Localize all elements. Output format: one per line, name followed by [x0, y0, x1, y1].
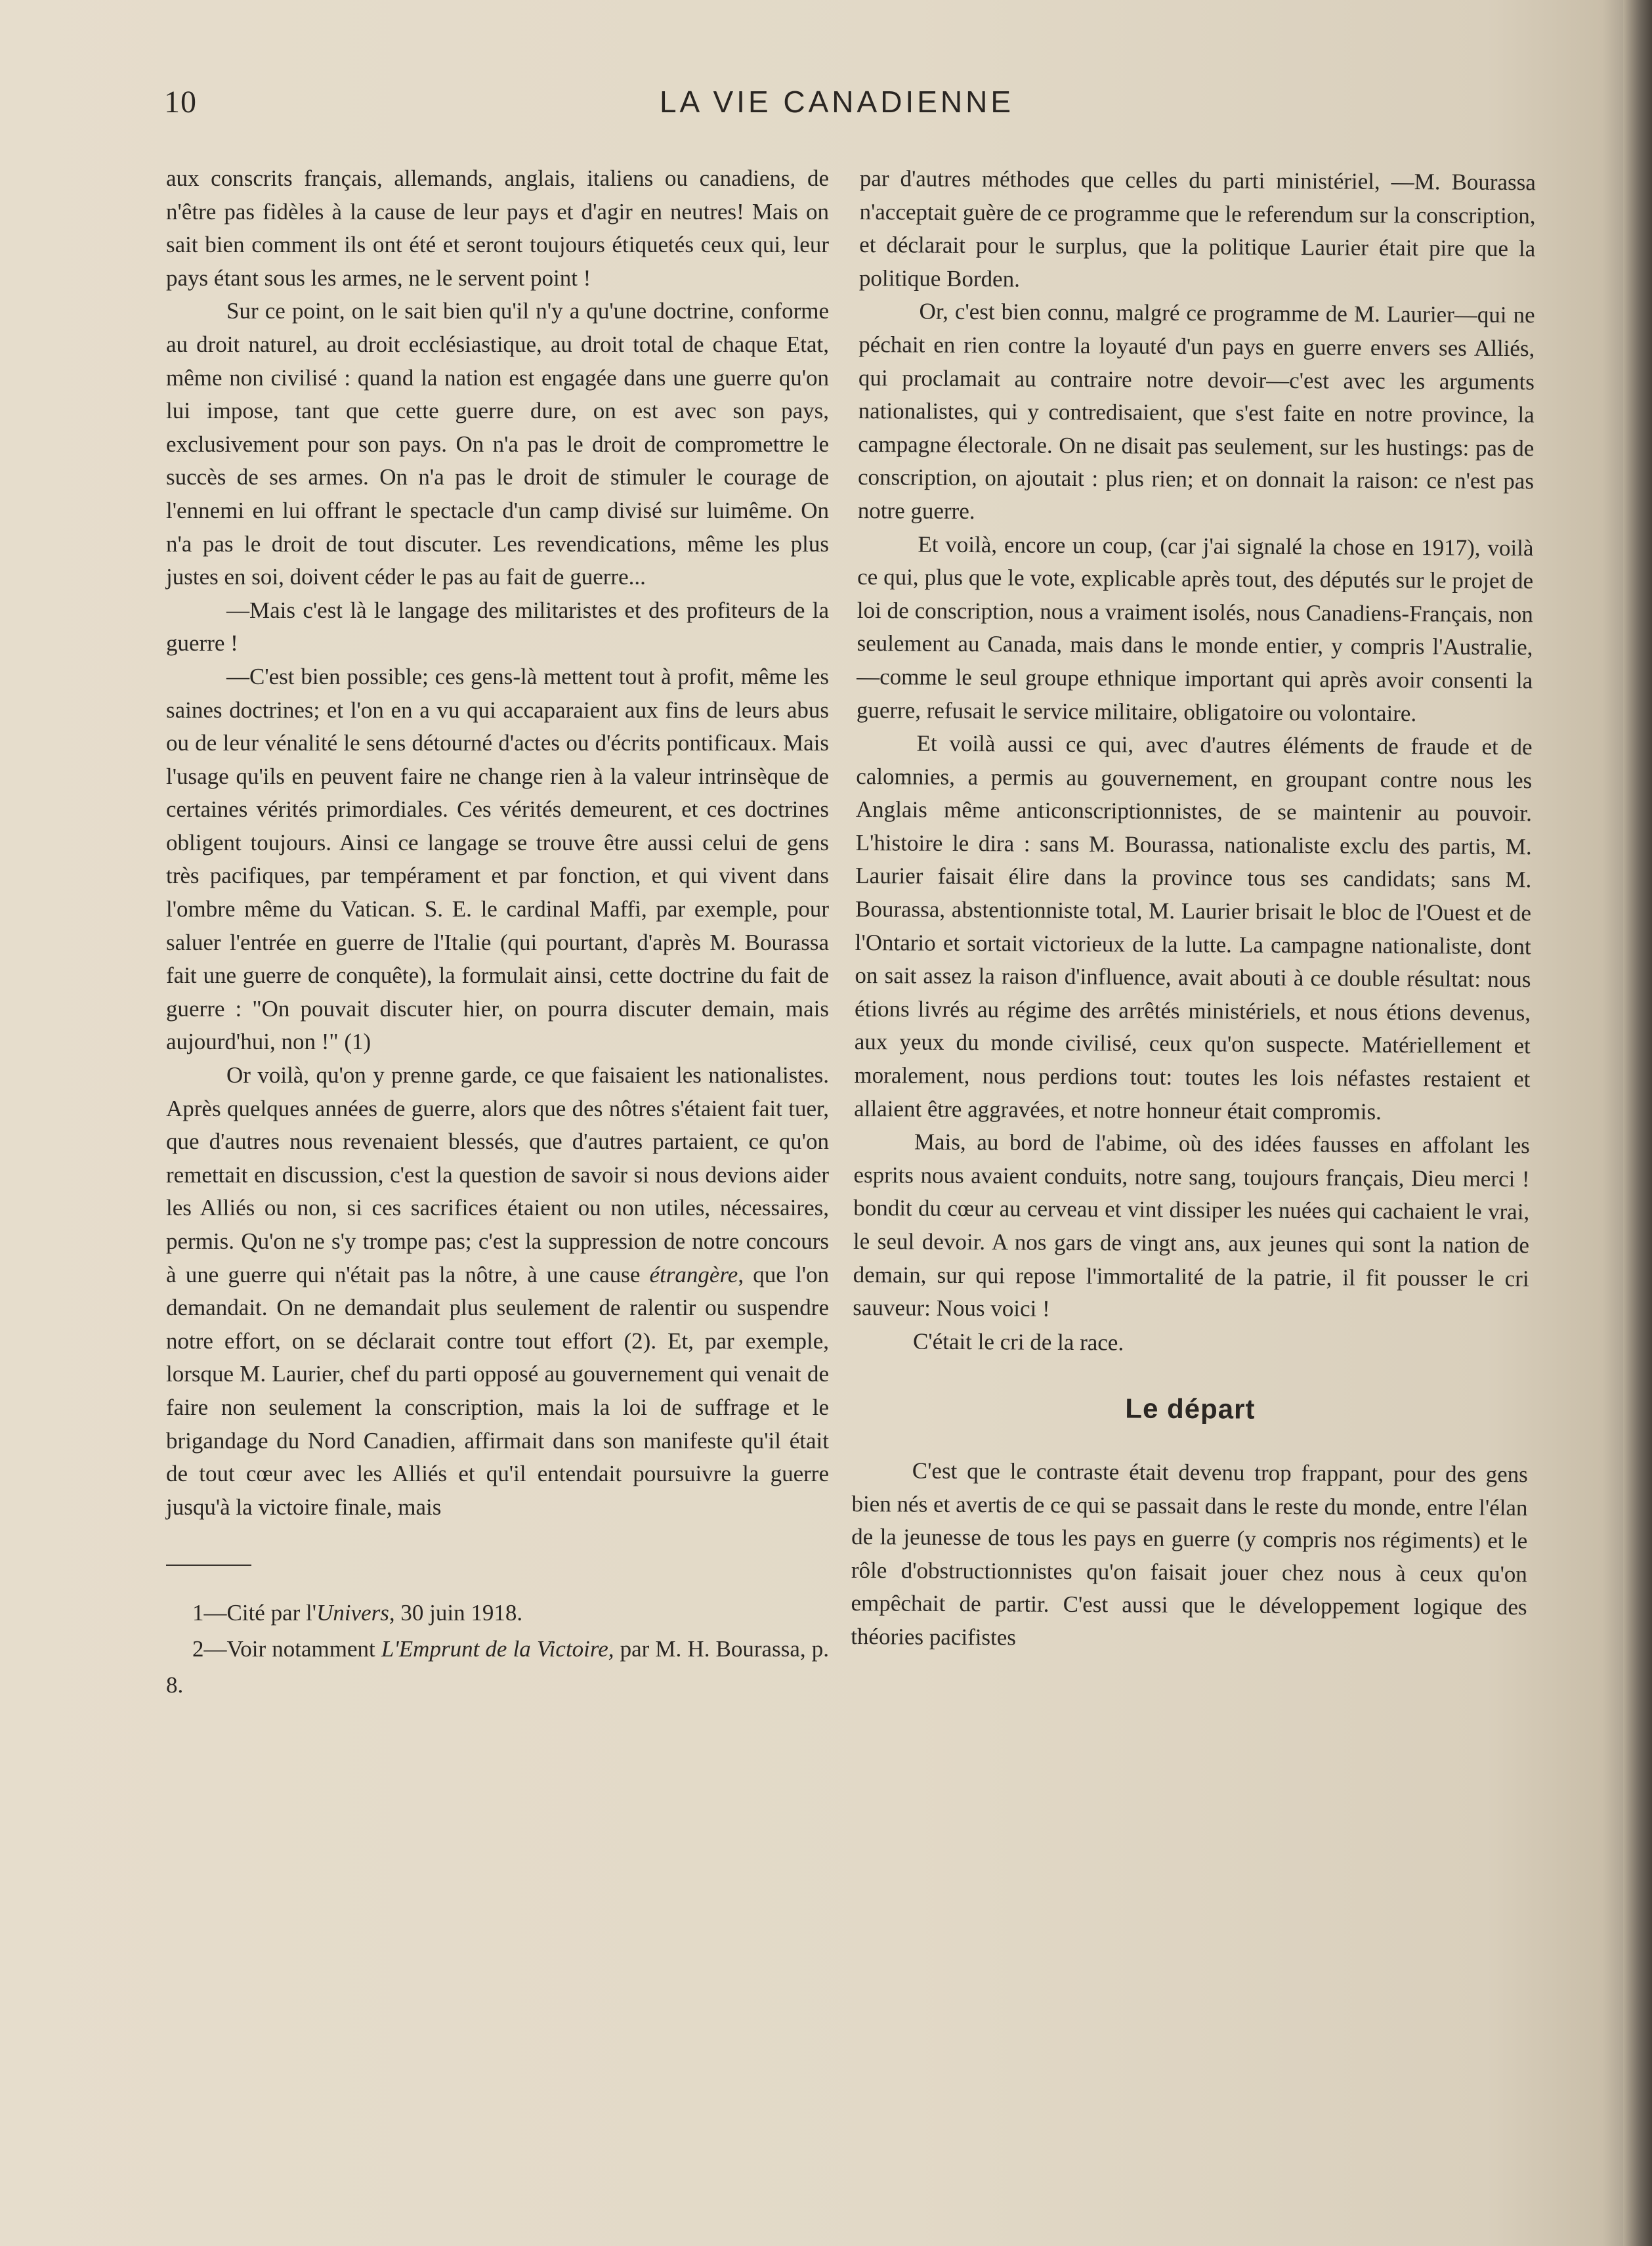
paragraph: par d'autres méthodes que celles du parti ministériel, —M. Bourassa n'acceptait guère de ce programme que le referendum sur la conscription, et déclarait pour le surplus, que la politique Laurier était pire que la politique Borden.	[858, 165, 1536, 292]
paragraph: C'est que le contraste était devenu trop frappant, pour des gens bien nés et avertis de ce qui se passait dans le reste du monde, entre l'élan de la jeunesse de tous les pays en guerre (y compris nos régiments) et le rôle d'obstructionnistes qu'on faisait jouer chez nous à ceux qu'on empêchait de partir. C'est aussi que le développement logique des théories pacifistes	[851, 1458, 1528, 1651]
book-spine-shadow	[1623, 0, 1652, 2246]
footnotes	[166, 1595, 829, 1703]
paragraph: Sur ce point, on le sait bien qu'il n'y a qu'une doctrine, conforme au droit naturel, au droit ecclésiastique, au droit total de chaque Etat, même non civilisé : quand la nation est engagée dans une guerre qu'on lui impose, tant que cette guerre dure, on est avec son pays, exclusivement pour son pays. On n'a pas le droit de compromettre le succès de ses armes. On n'a pas le droit de stimuler le courage de l'ennemi en lui offrant le spectacle d'un camp divisé sur luimême. On n'a pas le droit de tout discuter. Les revendications, même les plus justes en soi, doivent céder le pas au fait de guerre...	[166, 298, 829, 590]
paragraph: aux conscrits français, allemands, anglais, italiens ou canadiens, de n'être pas fidèles à la cause de leur pays et d'agir en neutres! Mais on sait bien comment ils ont été et seront toujours étiquetés ceux qui, leur pays étant sous les armes, ne le servent point !	[166, 165, 829, 291]
left-column	[166, 162, 829, 1703]
footnote-rule	[166, 1565, 251, 1566]
footnote-text: 1—Cité par l'	[192, 1600, 317, 1626]
footnote-1	[166, 1595, 829, 1631]
paragraph: Et voilà aussi ce qui, avec d'autres éléments de fraude et de calomnies, a permis au gouvernement, en groupant contre nous les Anglais même anticonscriptionnistes, de se maintenir au pouvoir. L'histoire le dira : sans M. Bourassa, nationaliste exclu des partis, M. Laurier faisait élire dans la province tous ses candidats; sans M. Bourassa, abstentionniste total, M. Laurier brisait le bloc de l'Ouest et de l'Ontario et sortait victorieux de la lutte. La campagne nationaliste, dont on sait assez la raison d'influence, avait abouti à ce double résultat: nous étions livrés au régime des arrêtés ministériels, et nous étions devenus, aux yeux du monde civilisé, ceux qu'on suspecte. Matériellement et moralement, nous perdions tout: toutes les lois néfastes restaient et allaient être aggravées, et notre honneur était compromis.	[854, 730, 1533, 1125]
italic-text: étrangère	[649, 1261, 738, 1287]
paragraph-text: cause	[589, 1261, 650, 1287]
paragraph-text: Or voilà, qu'on y prenne garde, ce que faisaient les nationalistes. Après quelques années de guerre, alors que des nôtres s'étaient fait tuer, que d'autres nous revenaient blessés, que d'autres partaient, ce qu'on remettait en discussion, c'est la question de savoir si nous devions aider les Alliés ou non, si ces sacrifices étaient ou non utiles, nécessaires, permis. Qu'on ne s'y trompe pas; c'est la suppression de notre concours à une guerre qui n'était pas la nôtre, à une	[166, 1062, 829, 1287]
paragraph: C'était le cri de la race.	[912, 1328, 1124, 1356]
paragraph-text: , que l'on demandait. On ne demandait plus seulement de ralentir ou suspendre notre effort, on se déclarait contre tout effort (2). Et, par exemple, lorsque M. Laurier, chef du parti opposé au gouvernement qui venait de faire non seulement la conscription, mais la loi de suffrage et le brigandage du Nord Canadien, affirmait dans son manifeste qu'il était de tout cœur avec les Alliés et qu'il entendait poursuivre la guerre jusqu'à la victoire finale, mais	[166, 1261, 829, 1520]
footnote-italic: Univers,	[316, 1600, 395, 1626]
page-number: 10	[164, 85, 197, 119]
footnote-text: 30 juin 1918.	[394, 1600, 523, 1626]
running-title: LA VIE CANADIENNE	[659, 85, 1015, 119]
footnote-text: 2—Voir notamment	[192, 1636, 381, 1662]
paragraph	[166, 1059, 829, 1524]
section-heading: Le départ	[1125, 1393, 1256, 1425]
footnote-text: par M. H. Bourassa, p. 8.	[166, 1636, 829, 1698]
paragraph: Et voilà, encore un coup, (car j'ai signalé la chose en 1917), voilà ce qui, plus que le vote, explicable après tout, des députés sur le projet de loi de conscription, nous a vraiment isolés, nous Canadiens-Français, non seulement au Canada, mais dans le monde entier, y compris l'Australie,—comme le seul groupe ethnique important qui après avoir consenti la guerre, refusait le service militaire, obligatoire ou volontaire.	[856, 531, 1534, 726]
footnote-italic: L'Emprunt de la Victoire,	[381, 1636, 614, 1662]
paragraph: —Mais c'est là le langage des militaristes et des profiteurs de la guerre !	[166, 597, 829, 657]
paragraph: Mais, au bord de l'abime, où des idées fausses en affolant les esprits nous avaient conduits, notre sang, toujours français, Dieu merci ! bondit du cœur au cerveau et vint dissiper les nuées qui cachaient le vrai, le seul devoir. A nos gars de vingt ans, aux jeunes qui sont la nation de demain, sur qui repose l'immortalité de la patrie, il fit pousser le cri sauveur: Nous voici !	[853, 1129, 1530, 1322]
right-column	[851, 162, 1536, 1658]
paragraph: —C'est bien possible; ces gens-là mettent tout à profit, même les saines doctrines; et l'on en a vu qui accaparaient aux fins de leurs abus ou de leur vénalité le sens détourné d'actes ou d'écrits pontificaux. Mais l'usage qu'ils en peuvent faire ne change rien à la valeur intrinsèque de certaines vérités primordiales. Ces vérités demeurent, et ces doctrines obligent toujours. Ainsi ce langage se trouve être aussi celui de gens très pacifiques, par tempérament et par fonction, et qui vivent dans l'ombre même du Vatican. S. E. le cardinal Maffi, par exemple, pour saluer l'entrée en guerre de l'Italie (qui pourtant, d'après M. Bourassa fait une guerre de conquête), la formulait ainsi, cette doctrine du fait de guerre : "On pouvait discuter hier, on pourra discuter demain, mais aujourd'hui, non !" (1)	[166, 663, 829, 1055]
page-header	[164, 84, 1510, 130]
paragraph: Or, c'est bien connu, malgré ce programme de M. Laurier—qui ne péchait en rien contre la loyauté d'un pays en guerre envers ses Alliés, qui proclamait au contraire notre devoir—c'est avec les arguments nationalistes, qui y contredisaient, que s'est faite en notre province, la campagne électorale. On ne disait pas seulement, sur les hustings: pas de conscription, on ajoutait : plus rien; et on donnait la raison: ce n'est pas notre guerre.	[857, 298, 1535, 525]
footnote-2	[166, 1631, 829, 1703]
